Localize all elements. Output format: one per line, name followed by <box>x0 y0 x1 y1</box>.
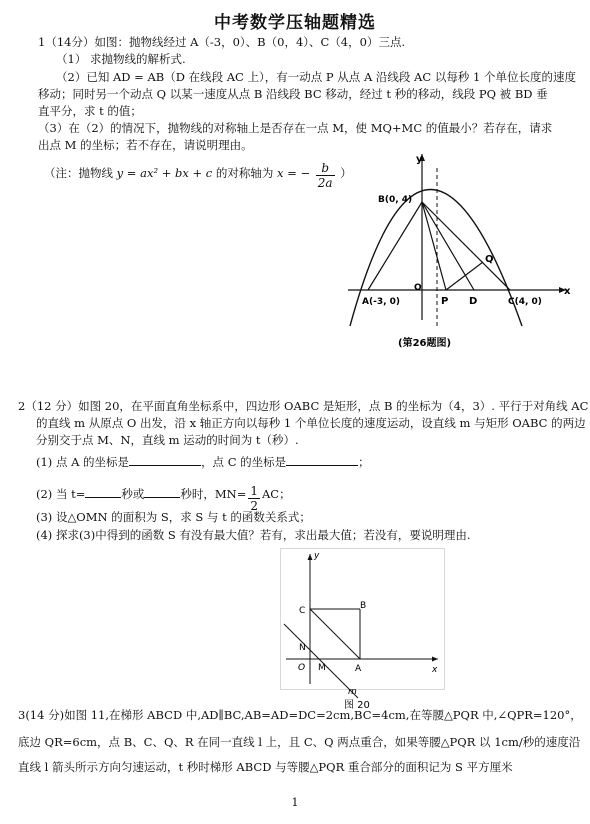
q2-blank-a <box>129 454 201 466</box>
q1-note-axis: x = − <box>277 166 311 180</box>
q2-fraction <box>248 484 260 513</box>
q3-line3: 直线 l 箭头所示方向匀速运动，t 秒时梯形 ABCD 与等腰△PQR 重合部分的面积记为 S 平方厘米 <box>18 760 513 774</box>
q2-sub1-c: ； <box>358 455 370 469</box>
q1-label-origin: O <box>414 283 422 293</box>
q1-note-denominator: 2a <box>317 176 333 190</box>
q2-label-origin: O <box>298 663 306 673</box>
q1-figure <box>338 148 578 358</box>
q2-label-a: A <box>355 664 362 674</box>
q1-note-fraction <box>316 161 335 190</box>
q2-y-arrow-icon <box>308 554 313 560</box>
q2-figure <box>280 548 445 710</box>
q2-blank-c <box>286 454 358 466</box>
q2-label-m-point: M <box>318 663 326 673</box>
q2-blank-t2 <box>144 486 180 498</box>
q2-sub2-c: 秒时，MN= <box>180 487 247 501</box>
q2-label-c: C <box>299 606 306 616</box>
q1-label-y: y <box>416 154 423 165</box>
q2-sub2 <box>36 484 291 513</box>
q1-label-c: C(4, 0) <box>508 297 542 307</box>
q1-part1: （1） 求抛物线的解析式. <box>56 52 186 66</box>
q2-line2: 的直线 m 从原点 O 出发，沿 x 轴正方向以每秒 1 个单位长度的速度运动，设直线 m 与矩形 OABC 的两边 <box>36 416 586 430</box>
q1-segment-pq <box>446 262 483 290</box>
q2-sub1-b: ，点 C 的坐标是 <box>201 455 287 469</box>
q1-label-q: Q <box>485 254 494 265</box>
q2-blank-t1 <box>85 486 121 498</box>
document-title: 中考数学压轴题精选 <box>214 13 376 33</box>
q2-fraction-den: 2 <box>250 499 258 513</box>
q2-line-m <box>284 624 358 698</box>
q2-sub1-a: (1) 点 A 的坐标是 <box>36 455 130 469</box>
q2-diagonal-ac <box>310 609 360 659</box>
page-number: 1 <box>291 796 299 809</box>
q3-line2: 底边 QR=6cm，点 B、C、Q、R 在同一直线 l 上，且 C、Q 两点重合，如果等腰△PQR 以 1cm/秒的速度沿 <box>18 735 581 749</box>
q1-note-formula: y = ax² + bx + c <box>116 166 213 180</box>
q1-segment-bp <box>422 202 446 290</box>
q1-part2-line3: 直平分，求 t 的值； <box>38 104 142 118</box>
q2-figure-caption: 图 20 <box>344 700 370 710</box>
q2-sub2-b: 秒或 <box>121 487 145 501</box>
q1-label-x: x <box>564 286 571 297</box>
q1-note <box>44 161 352 190</box>
q1-part3-line1: （3）在（2）的情况下，抛物线的对称轴上是否存在一点 M，使 MQ+MC 的值最小？若存在，请求 <box>38 121 553 135</box>
q1-label-a: A(-3, 0) <box>362 297 401 307</box>
q1-label-d: D <box>469 296 478 307</box>
q3-line1: 3(14 分)如图 11,在梯形 ABCD 中,AD∥BC,AB=AD=DC=2cm,BC=4cm,在等腰△PQR 中,∠QPR=120°， <box>18 708 582 722</box>
q1-heading: 1（14分）如图：抛物线经过 A（-3，0）、B（0，4）、C（4，0）三点. <box>38 35 406 49</box>
q2-fraction-num: 1 <box>250 484 258 498</box>
q1-part2-line2: 移动；同时另一个动点 Q 以某一速度从点 B 沿线段 BC 移动，经过 t 秒的移动，线段 PQ 被 BD 垂 <box>38 87 548 101</box>
q2-line3: 分别交于点 M、N，直线 m 运动的时间为 t（秒）. <box>36 433 299 447</box>
q2-sub4: (4) 探求(3)中得到的函数 S 有没有最大值？若有，求出最大值；若没有，要说明理由. <box>36 528 471 542</box>
q1-note-prefix: （注：抛物线 <box>44 166 113 180</box>
q2-label-m-line: m <box>348 687 357 697</box>
q1-label-p: P <box>441 296 449 307</box>
q1-note-suffix: ） <box>340 166 352 180</box>
q1-note-numerator: b <box>316 161 335 176</box>
q2-sub3: (3) 设△OMN 的面积为 S，求 S 与 t 的函数关系式； <box>36 510 311 524</box>
q2-label-x: x <box>432 665 438 675</box>
q2-sub1 <box>36 454 370 470</box>
q2-figure-frame <box>281 549 445 690</box>
q2-line1: 2（12 分）如图 20，在平面直角坐标系中，四边形 OABC 是矩形，点 B 的坐标为（4，3）. 平行于对角线 AC <box>18 399 589 413</box>
q2-sub2-a: (2) 当 t= <box>36 487 86 501</box>
q2-label-b: B <box>360 601 367 611</box>
q1-figure-caption: (第26题图) <box>398 338 452 349</box>
q2-label-n: N <box>299 643 306 653</box>
q1-note-mid: 的对称轴为 <box>215 166 274 180</box>
q1-label-b: B(0, 4) <box>378 195 413 205</box>
q1-part2-line1: （2）已知 AD = AB（D 在线段 AC 上），有一动点 P 从点 A 沿线段 AC 以每秒 1 个单位长度的速度 <box>56 70 576 84</box>
q2-x-arrow-icon <box>432 657 438 662</box>
q1-part3-line2: 出点 M 的坐标；若不存在，请说明理由。 <box>38 138 253 152</box>
q2-label-y: y <box>314 551 320 561</box>
q2-sub2-d: AC； <box>261 487 291 501</box>
